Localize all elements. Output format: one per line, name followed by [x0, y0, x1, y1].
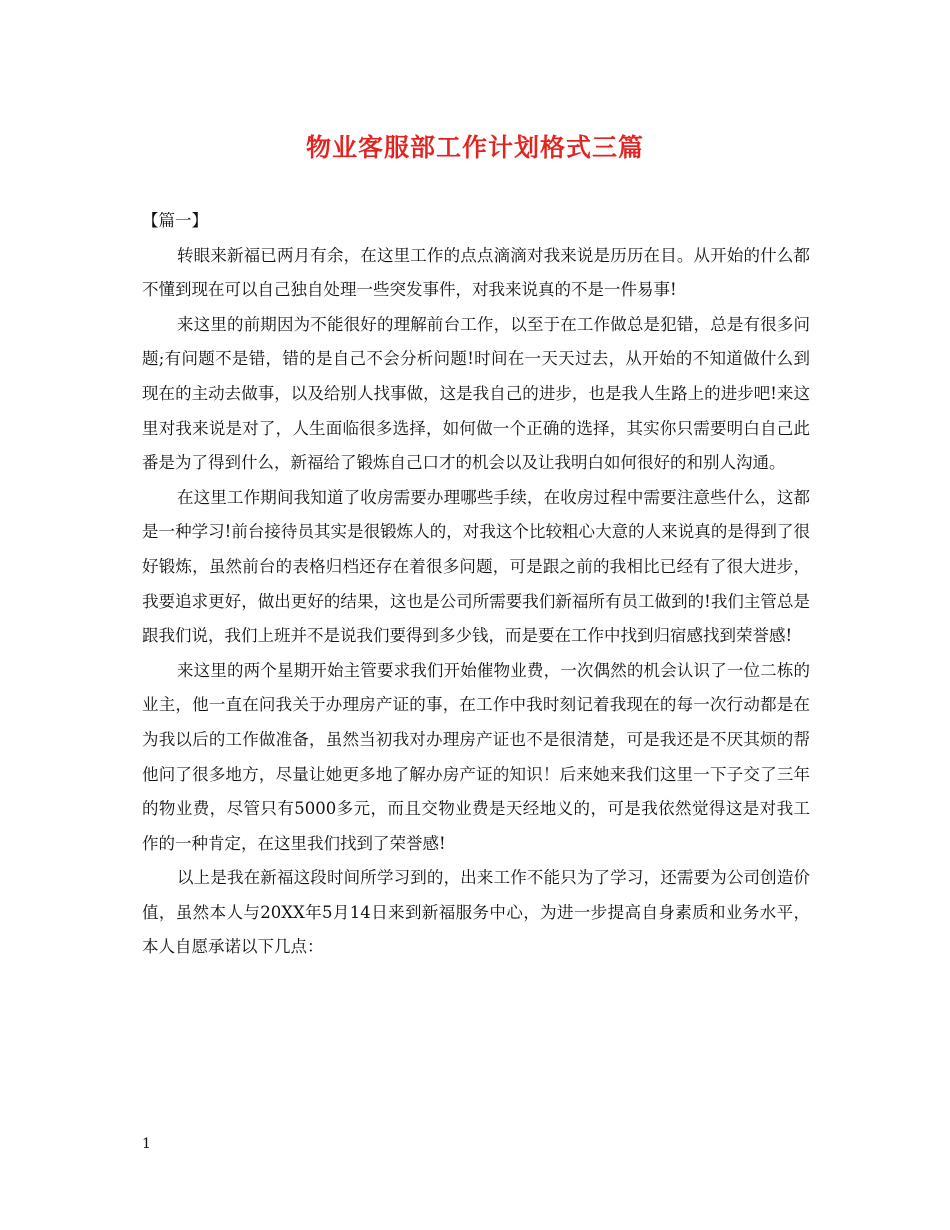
page-number: 1: [142, 1136, 151, 1152]
section-label: 【篇一】: [142, 211, 208, 230]
paragraph-2: 来这里的前期因为不能很好的理解前台工作，以至于在工作做总是犯错，总是有很多问题;有问题不是错，错的是自己不会分析问题!时间在一天天过去，从开始的不知道做什么到现在的主动去做事，以及给别人找事做，这是我自己的进步，也是我人生路上的进步吧!来这里对我来说是对了，人生面临很多选择，如何做一个正确的选择，其实你只需要明白自己此番是为了得到什么，新福给了锻炼自己口才的机会以及让我明白如何很好的和别人沟通。: [142, 314, 810, 473]
paragraph-1: 转眼来新福已两月有余，在这里工作的点点滴滴对我来说是历历在目。从开始的什么都不懂到现在可以自己独自处理一些突发事件，对我来说真的不是一件易事!: [142, 245, 810, 300]
paragraph-3: 在这里工作期间我知道了收房需要办理哪些手续，在收房过程中需要注意些什么，这都是一种学习!前台接待员其实是很锻炼人的，对我这个比较粗心大意的人来说真的是得到了很好锻炼，虽然前台的表格归档还存在着很多问题，可是跟之前的我相比已经有了很大进步，我要追求更好，做出更好的结果，这也是公司所需要我们新福所有员工做到的!我们主管总是跟我们说，我们上班并不是说我们要得到多少钱，而是要在工作中找到归宿感找到荣誉感!: [142, 487, 810, 646]
paragraph-4: 来这里的两个星期开始主管要求我们开始催物业费，一次偶然的机会认识了一位二栋的业主，他一直在问我关于办理房产证的事，在工作中我时刻记着我现在的每一次行动都是在为我以后的工作做准备，虽然当初我对办理房产证也不是很清楚，可是我还是不厌其烦的帮他问了很多地方，尽量让她更多地了解办房产证的知识！后来她来我们这里一下子交了三年的物业费，尽管只有5000多元，而且交物业费是天经地义的，可是我依然觉得这是对我工作的一种肯定，在这里我们找到了荣誉感!: [142, 660, 810, 853]
paragraph-5: 以上是我在新福这段时间所学习到的，出来工作不能只为了学习，还需要为公司创造价值，虽然本人与20XX年5月14日来到新福服务中心，为进一步提高自身素质和业务水平，本人自愿承诺以下几点：: [142, 868, 810, 957]
document-body: [142, 204, 810, 965]
document-title: 物业客服部工作计划格式三篇: [305, 133, 644, 162]
